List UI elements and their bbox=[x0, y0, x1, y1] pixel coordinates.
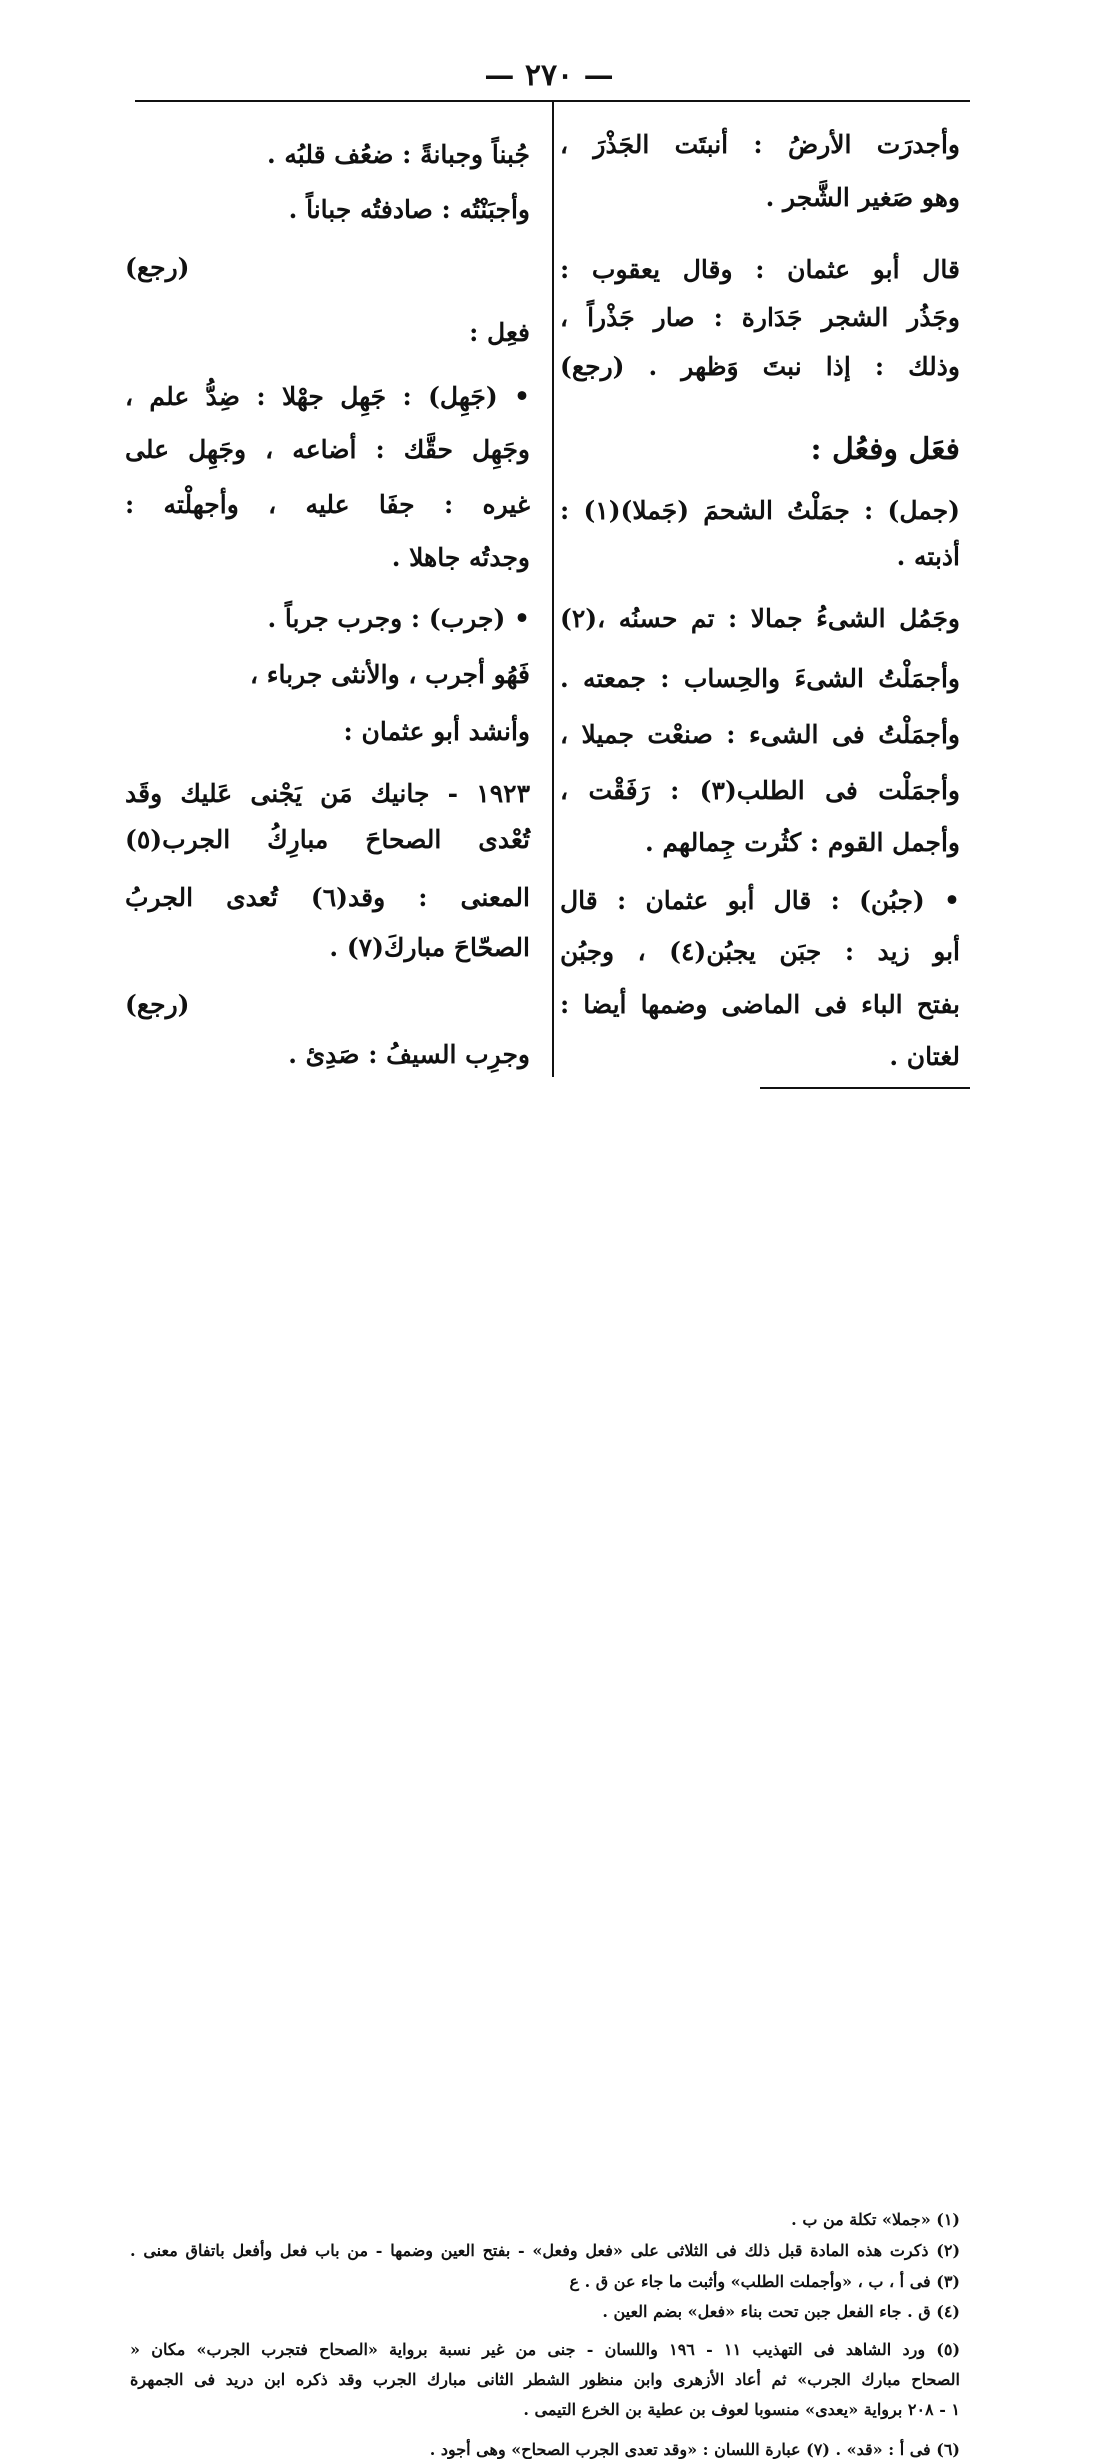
footnote: (٢) ذكرت هذه المادة قبل ذلك فى الثلاثى على «فعل وفعل» - بفتح العين وضمها - من باب فعل وأفعل باتفاق معنى . bbox=[130, 2241, 961, 2260]
text-line: وجدتُه جاهلا . bbox=[391, 543, 530, 572]
text-line: وذلك : إذا نبتَ وَظهر . (رجع) bbox=[560, 352, 960, 381]
footnote: الصحاح مبارك الجرب» ثم أعاد الأزهرى وابن منظور الشطر الثانى مبارك الجرب وقد ذكره ابن دريد فى الجمهرة bbox=[130, 2370, 960, 2389]
text-line: وجَهِل حقَّك : أضاعه ، وجَهِل على bbox=[125, 435, 530, 464]
footnote-rule bbox=[760, 1087, 970, 1089]
text-line: وأجمَلْتُ الشىءَ والحِساب : جمعته . bbox=[560, 664, 960, 693]
text-line: وهو صَغير الشَّجر . bbox=[765, 183, 960, 212]
text-line: وجَذُر الشجر جَدَارة : صار جَذْراً ، bbox=[560, 303, 960, 332]
text-line: الصحّاحَ مباركَ(٧) . bbox=[329, 933, 530, 962]
text-line: أذبته . bbox=[896, 542, 960, 571]
text-line: جُبناً وجبانةً : ضعُف قلبُه . bbox=[266, 140, 530, 169]
text-line: (جمل) : جمَلْتُ الشحمَ (جَملا)(١) : bbox=[560, 496, 960, 525]
footnote: (٣) فى أ ، ب ، «وأجملت الطلب» وأثبت ما جاء عن ق . ع bbox=[569, 2272, 960, 2291]
text-line: وأجبَنْتُه : صادفتُه جباناً . bbox=[288, 195, 530, 224]
text-line: • (جرب) : وجرب جرباً . bbox=[267, 604, 530, 633]
text-line: وجَمُل الشىءُ جمالا : تم حسنُه ،(٢) bbox=[560, 604, 960, 633]
text-line: وأجمَلْتُ فى الشىء : صنعْت جميلا ، bbox=[560, 720, 960, 749]
footnote: (٦) فى أ : «قد» . (٧) عبارة اللسان : «وقد تعدى الجرب الصحاح» وهى أجود . bbox=[429, 2440, 960, 2459]
text-line: وجرِب السيفُ : صَدِئ . bbox=[288, 1040, 530, 1069]
text-line: ١٩٢٣ - جانيك مَن يَجْنى عَليك وقَد bbox=[125, 779, 530, 808]
text-line: فَهُو أجرب ، والأنثى جرباء ، bbox=[250, 660, 530, 689]
text-line: وأجمل القوم : كثُرت جِمالهم . bbox=[645, 828, 960, 857]
text-line: فعَل وفعُل : bbox=[810, 432, 960, 467]
text-line: • (جَهِل) : جَهِل جهْلا : ضِدُّ علم ، bbox=[125, 382, 530, 411]
footnote: (٥) ورد الشاهد فى التهذيب ١١ - ١٩٦ واللسان - جنى من غير نسبة برواية «الصحاح فتجرب الجرب» مكان « bbox=[130, 2340, 961, 2359]
footnote: ١ - ٢٠٨ برواية «يعدى» منسوبا لعوف بن عطية بن الخرع التيمى . bbox=[523, 2400, 960, 2419]
footnote: (٤) ق . جاء الفعل جبن تحت بناء «فعل» بضم العين . bbox=[602, 2302, 960, 2321]
text-line: بفتح الباء فى الماضى وضمها أيضا : bbox=[560, 990, 960, 1019]
text-line: فعِل : bbox=[469, 318, 530, 347]
text-line: وأجدرَت الأرضُ : أنبتَت الجَذْرَ ، bbox=[560, 130, 960, 159]
footnote: (١) «جملا» تكلة من ب . bbox=[791, 2210, 960, 2229]
text-line: وأنشد أبو عثمان : bbox=[343, 717, 530, 746]
page-number: — ٢٧٠ — bbox=[484, 58, 614, 93]
right-column bbox=[560, 0, 960, 1080]
text-line: (رجع) bbox=[125, 990, 190, 1019]
text-line: وأجمَلْت فى الطلب(٣) : رَفَقْت ، bbox=[560, 776, 960, 805]
text-line: لغتان . bbox=[889, 1042, 960, 1071]
text-line: (رجع) bbox=[125, 253, 190, 282]
column-divider bbox=[552, 102, 554, 1077]
text-line: غيره : جفَا عليه ، وأجهلْته : bbox=[125, 490, 530, 519]
text-line: أبو زيد : جبَن يجبُن(٤) ، وجبُن bbox=[560, 937, 961, 966]
text-line: • (جبُن) : قال أبو عثمان : قال bbox=[560, 886, 960, 915]
text-line: قال أبو عثمان : وقال يعقوب : bbox=[560, 255, 960, 284]
text-line: المعنى : وقد(٦) تُعدى الجربُ bbox=[125, 883, 530, 912]
text-line: تُعْدى الصحاحَ مبارِكُ الجرب(٥) bbox=[125, 825, 530, 854]
left-column bbox=[125, 0, 530, 1080]
